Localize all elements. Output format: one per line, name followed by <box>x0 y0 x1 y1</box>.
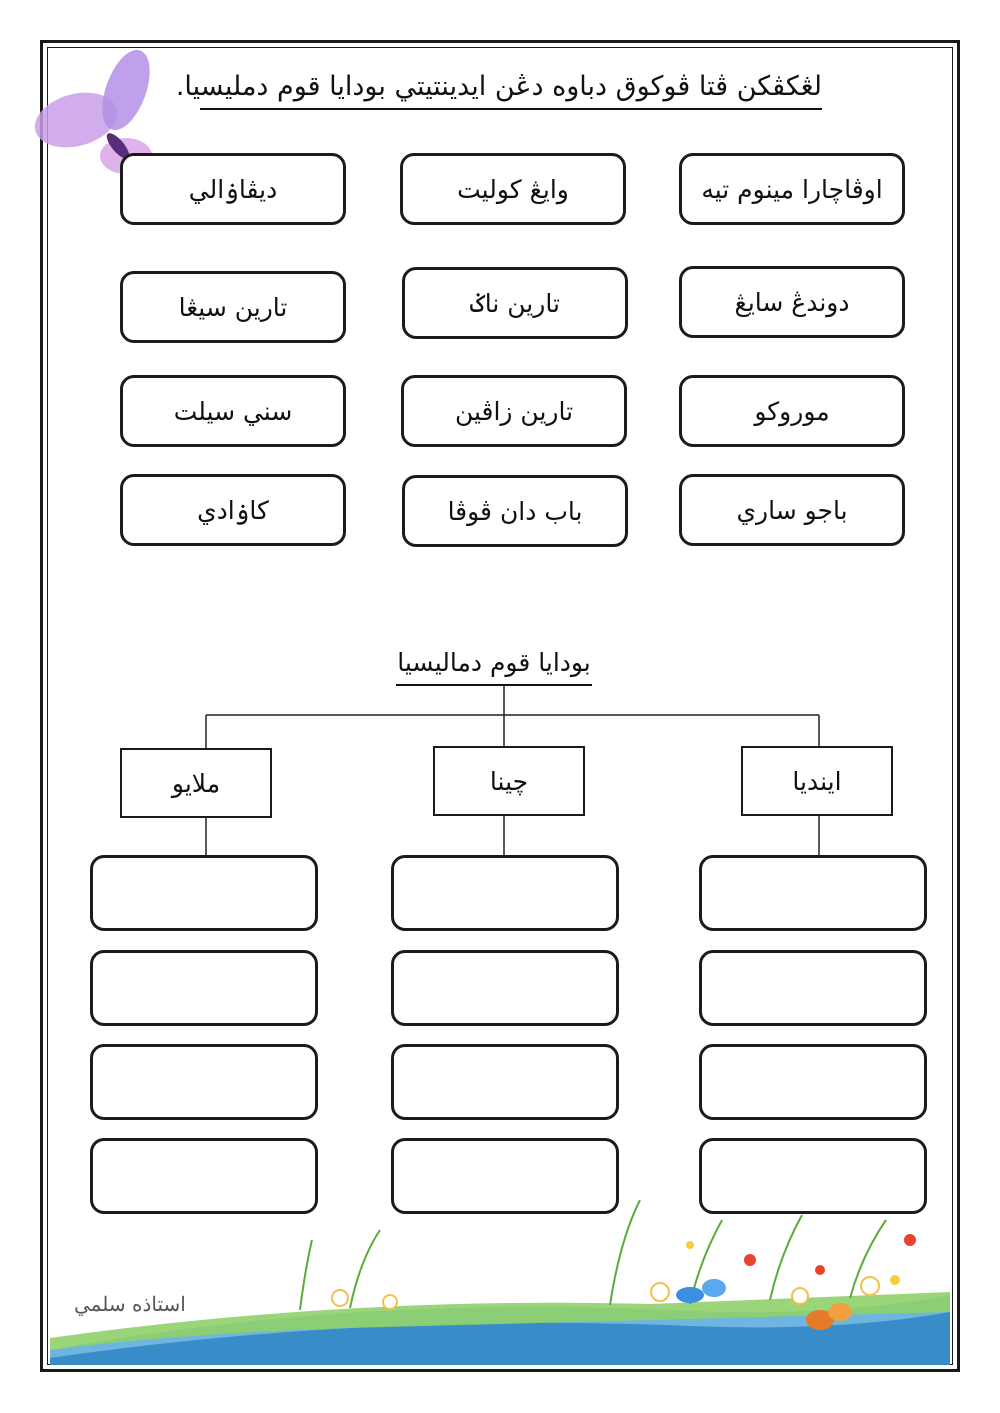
meadow-illustration <box>50 1200 950 1365</box>
card-muruku[interactable]: موروکو <box>679 375 905 447</box>
author-signature: استاذه سلمي <box>74 1292 186 1316</box>
card-tea-ceremony[interactable]: اوڤاچارا مينوم تيه <box>679 153 905 225</box>
drop-slot-india-3[interactable] <box>699 1044 927 1120</box>
card-silat[interactable]: سني سيلت <box>120 375 346 447</box>
card-bab-dan-popa[interactable]: باب دان ڤوڤا <box>402 475 628 547</box>
category-india: ايندي‍ا <box>741 746 893 816</box>
card-lion-dance[interactable]: تارين سيڠا <box>120 271 346 343</box>
worksheet-title: لڠکڤکن ڤتا ڤوکوق دباوه دڠن ايدينتيتي بودايا قوم دمليسيا. <box>200 68 822 110</box>
card-dondang-sayang[interactable]: دوندڠ سايڠ <box>679 266 905 338</box>
category-malay: ملايو <box>120 748 272 818</box>
drop-slot-china-2[interactable] <box>391 950 619 1026</box>
diagram-title: بودايا قوم دماليسيا <box>396 644 592 686</box>
drop-slot-malay-1[interactable] <box>90 855 318 931</box>
card-baju-sari[interactable]: باجو ساري <box>679 474 905 546</box>
drop-slot-india-2[interactable] <box>699 950 927 1026</box>
card-dragon-dance[interactable]: تارين ناݢ <box>402 267 628 339</box>
card-wayang-kulit[interactable]: وايڠ کوليت <box>400 153 626 225</box>
drop-slot-india-1[interactable] <box>699 855 927 931</box>
drop-slot-malay-2[interactable] <box>90 950 318 1026</box>
drop-slot-china-1[interactable] <box>391 855 619 931</box>
drop-slot-china-3[interactable] <box>391 1044 619 1120</box>
category-china: چينا <box>433 746 585 816</box>
card-deepavali[interactable]: ديڤاۏالي <box>120 153 346 225</box>
card-kavadi[interactable]: کاۏادي <box>120 474 346 546</box>
drop-slot-malay-3[interactable] <box>90 1044 318 1120</box>
card-zapin[interactable]: تارين زاڤين <box>401 375 627 447</box>
